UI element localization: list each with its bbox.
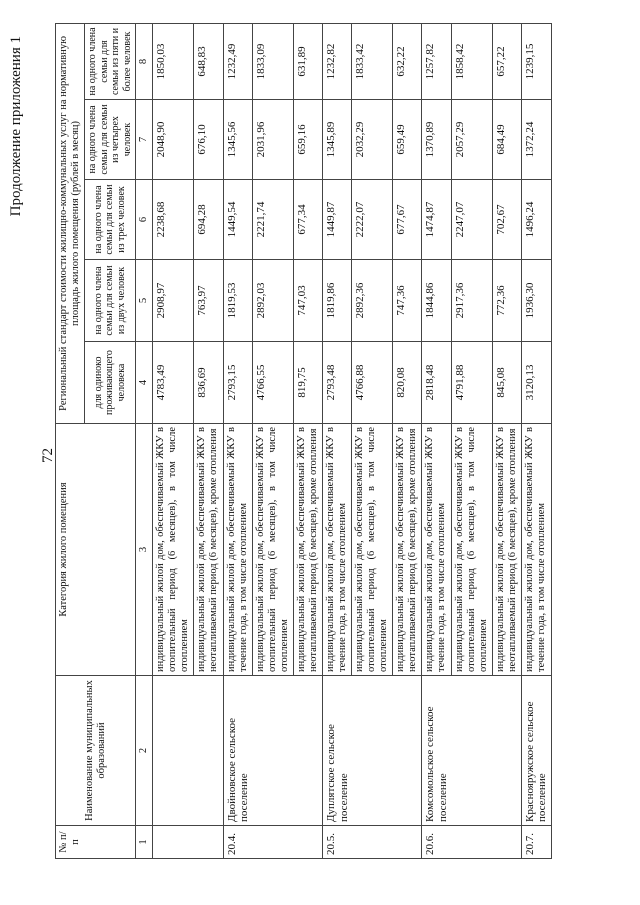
category-cell: индивидуальный жилой дом, обеспечиваемый ЖКУ в отопительный период (6 месяцев), в том числе отоплением: [153, 424, 194, 676]
col-no-2: 2: [136, 676, 153, 826]
value-cell: 4791,88: [451, 342, 492, 424]
header-row: [56, 23, 85, 858]
header-sub-5: на одного члена семьи для семьи из пяти и более человек: [85, 23, 136, 99]
value-cell: 747,36: [393, 260, 422, 342]
header-sub-4: на одного члена семьи для семьи из четырех человек: [85, 100, 136, 180]
row-index: 20.6.: [422, 826, 521, 859]
value-cell: 1474,87: [422, 180, 451, 260]
value-cell: 2221,74: [252, 180, 293, 260]
value-cell: 1232,49: [223, 23, 252, 99]
header-sub-1: для одиноко проживающего человека: [85, 342, 136, 424]
value-cell: 4783,49: [153, 342, 194, 424]
value-cell: 4766,88: [352, 342, 393, 424]
value-cell: 1496,24: [521, 180, 551, 260]
header-category: Категория жилого помещения: [56, 424, 136, 676]
category-cell: индивидуальный жилой дом, обеспечиваемый ЖКУ в течение года, в том числе отоплением: [322, 424, 351, 676]
value-cell: 836,69: [194, 342, 223, 424]
continuation-title: Продолжение приложения 1: [8, 36, 24, 217]
value-cell: 1372,24: [521, 100, 551, 180]
row-index: [153, 826, 223, 859]
value-cell: 677,67: [393, 180, 422, 260]
value-cell: 694,28: [194, 180, 223, 260]
row-index: 20.5.: [322, 826, 421, 859]
table-row: [223, 23, 252, 858]
value-cell: 1833,09: [252, 23, 293, 99]
value-cell: 1257,82: [422, 23, 451, 99]
col-no-5: 5: [136, 260, 153, 342]
value-cell: 2031,96: [252, 100, 293, 180]
column-number-row: [136, 23, 153, 858]
category-cell: индивидуальный жилой дом, обеспечиваемый ЖКУ в неотапливаемый период (6 месяцев), кроме отопления: [492, 424, 521, 676]
value-cell: 4766,55: [252, 342, 293, 424]
value-cell: 2908,97: [153, 260, 194, 342]
page-number: 72: [40, 448, 56, 463]
value-cell: 1239,15: [521, 23, 551, 99]
table-row: [322, 23, 351, 858]
category-cell: индивидуальный жилой дом, обеспечиваемый ЖКУ в отопительный период (6 месяцев), в том числе отоплением: [352, 424, 393, 676]
municipality-name: Двойновское сельское поселение: [223, 676, 322, 826]
value-cell: 648,83: [194, 23, 223, 99]
value-cell: 631,89: [293, 23, 322, 99]
header-standard: Региональный стандарт стоимости жилищно-коммунальных услуг на нормативную площадь жилого помещения (рублей в месяц): [56, 23, 85, 423]
value-cell: 1449,87: [322, 180, 351, 260]
value-cell: 772,36: [492, 260, 521, 342]
col-no-8: 8: [136, 23, 153, 99]
category-cell: индивидуальный жилой дом, обеспечиваемый ЖКУ в неотапливаемый период (6 месяцев), кроме отопления: [194, 424, 223, 676]
table-body: [56, 23, 552, 858]
category-cell: индивидуальный жилой дом, обеспечиваемый ЖКУ в отопительный период (6 месяцев), в том числе отоплением: [252, 424, 293, 676]
col-no-4: 4: [136, 342, 153, 424]
value-cell: 1858,42: [451, 23, 492, 99]
value-cell: 1370,89: [422, 100, 451, 180]
value-cell: 3120,13: [521, 342, 551, 424]
value-cell: 659,16: [293, 100, 322, 180]
value-cell: 820,08: [393, 342, 422, 424]
value-cell: 1833,42: [352, 23, 393, 99]
value-cell: 2032,29: [352, 100, 393, 180]
category-cell: индивидуальный жилой дом, обеспечиваемый ЖКУ в неотапливаемый период (6 месяцев), кроме отопления: [393, 424, 422, 676]
value-cell: 632,22: [393, 23, 422, 99]
value-cell: 2793,15: [223, 342, 252, 424]
value-cell: 677,34: [293, 180, 322, 260]
category-cell: индивидуальный жилой дом, обеспечиваемый ЖКУ в отопительный период (6 месяцев), в том числе отоплением: [451, 424, 492, 676]
value-cell: 2048,90: [153, 100, 194, 180]
table-row: [521, 23, 551, 858]
value-cell: 1850,03: [153, 23, 194, 99]
value-cell: 702,67: [492, 180, 521, 260]
row-index: 20.4.: [223, 826, 322, 859]
header-municipality: Наименование муниципальных образований: [56, 676, 136, 826]
value-cell: 659,49: [393, 100, 422, 180]
value-cell: 1449,54: [223, 180, 252, 260]
header-sub-2: на одного члена семьи для семьи из двух человек: [85, 260, 136, 342]
col-no-1: 1: [136, 826, 153, 859]
value-cell: 2892,03: [252, 260, 293, 342]
value-cell: 747,03: [293, 260, 322, 342]
value-cell: 2238,68: [153, 180, 194, 260]
value-cell: 1819,53: [223, 260, 252, 342]
value-cell: 1232,82: [322, 23, 351, 99]
value-cell: 1819,86: [322, 260, 351, 342]
value-cell: 1345,56: [223, 100, 252, 180]
table-row: [153, 23, 194, 858]
header-sub-3: на одного члена семьи для семьи из трех человек: [85, 180, 136, 260]
row-index: 20.7.: [521, 826, 551, 859]
tariff-table: [55, 23, 552, 859]
category-cell: индивидуальный жилой дом, обеспечиваемый ЖКУ в течение года, в том числе отоплением: [422, 424, 451, 676]
value-cell: 676,10: [194, 100, 223, 180]
col-no-6: 6: [136, 180, 153, 260]
municipality-name: Комсомольское сельское поселение: [422, 676, 521, 826]
value-cell: 2892,36: [352, 260, 393, 342]
value-cell: 2247,07: [451, 180, 492, 260]
value-cell: 657,22: [492, 23, 521, 99]
value-cell: 2793,48: [322, 342, 351, 424]
value-cell: 1936,30: [521, 260, 551, 342]
municipality-name: Дуплятское сельское поселение: [322, 676, 421, 826]
category-cell: индивидуальный жилой дом, обеспечиваемый ЖКУ в неотапливаемый период (6 месяцев), кроме отопления: [293, 424, 322, 676]
value-cell: 1844,86: [422, 260, 451, 342]
value-cell: 2057,29: [451, 100, 492, 180]
municipality-name: Краснояружское сельское поселение: [521, 676, 551, 826]
category-cell: индивидуальный жилой дом, обеспечиваемый ЖКУ в течение года, в том числе отоплением: [521, 424, 551, 676]
municipality-name: [153, 676, 223, 826]
header-num: № п/п: [56, 826, 136, 859]
value-cell: 684,49: [492, 100, 521, 180]
value-cell: 2917,36: [451, 260, 492, 342]
value-cell: 845,08: [492, 342, 521, 424]
value-cell: 1345,89: [322, 100, 351, 180]
value-cell: 2222,07: [352, 180, 393, 260]
table-row: [422, 23, 451, 858]
category-cell: индивидуальный жилой дом, обеспечиваемый ЖКУ в течение года, в том числе отоплением: [223, 424, 252, 676]
value-cell: 819,75: [293, 342, 322, 424]
col-no-7: 7: [136, 100, 153, 180]
col-no-3: 3: [136, 424, 153, 676]
value-cell: 763,97: [194, 260, 223, 342]
value-cell: 2818,48: [422, 342, 451, 424]
